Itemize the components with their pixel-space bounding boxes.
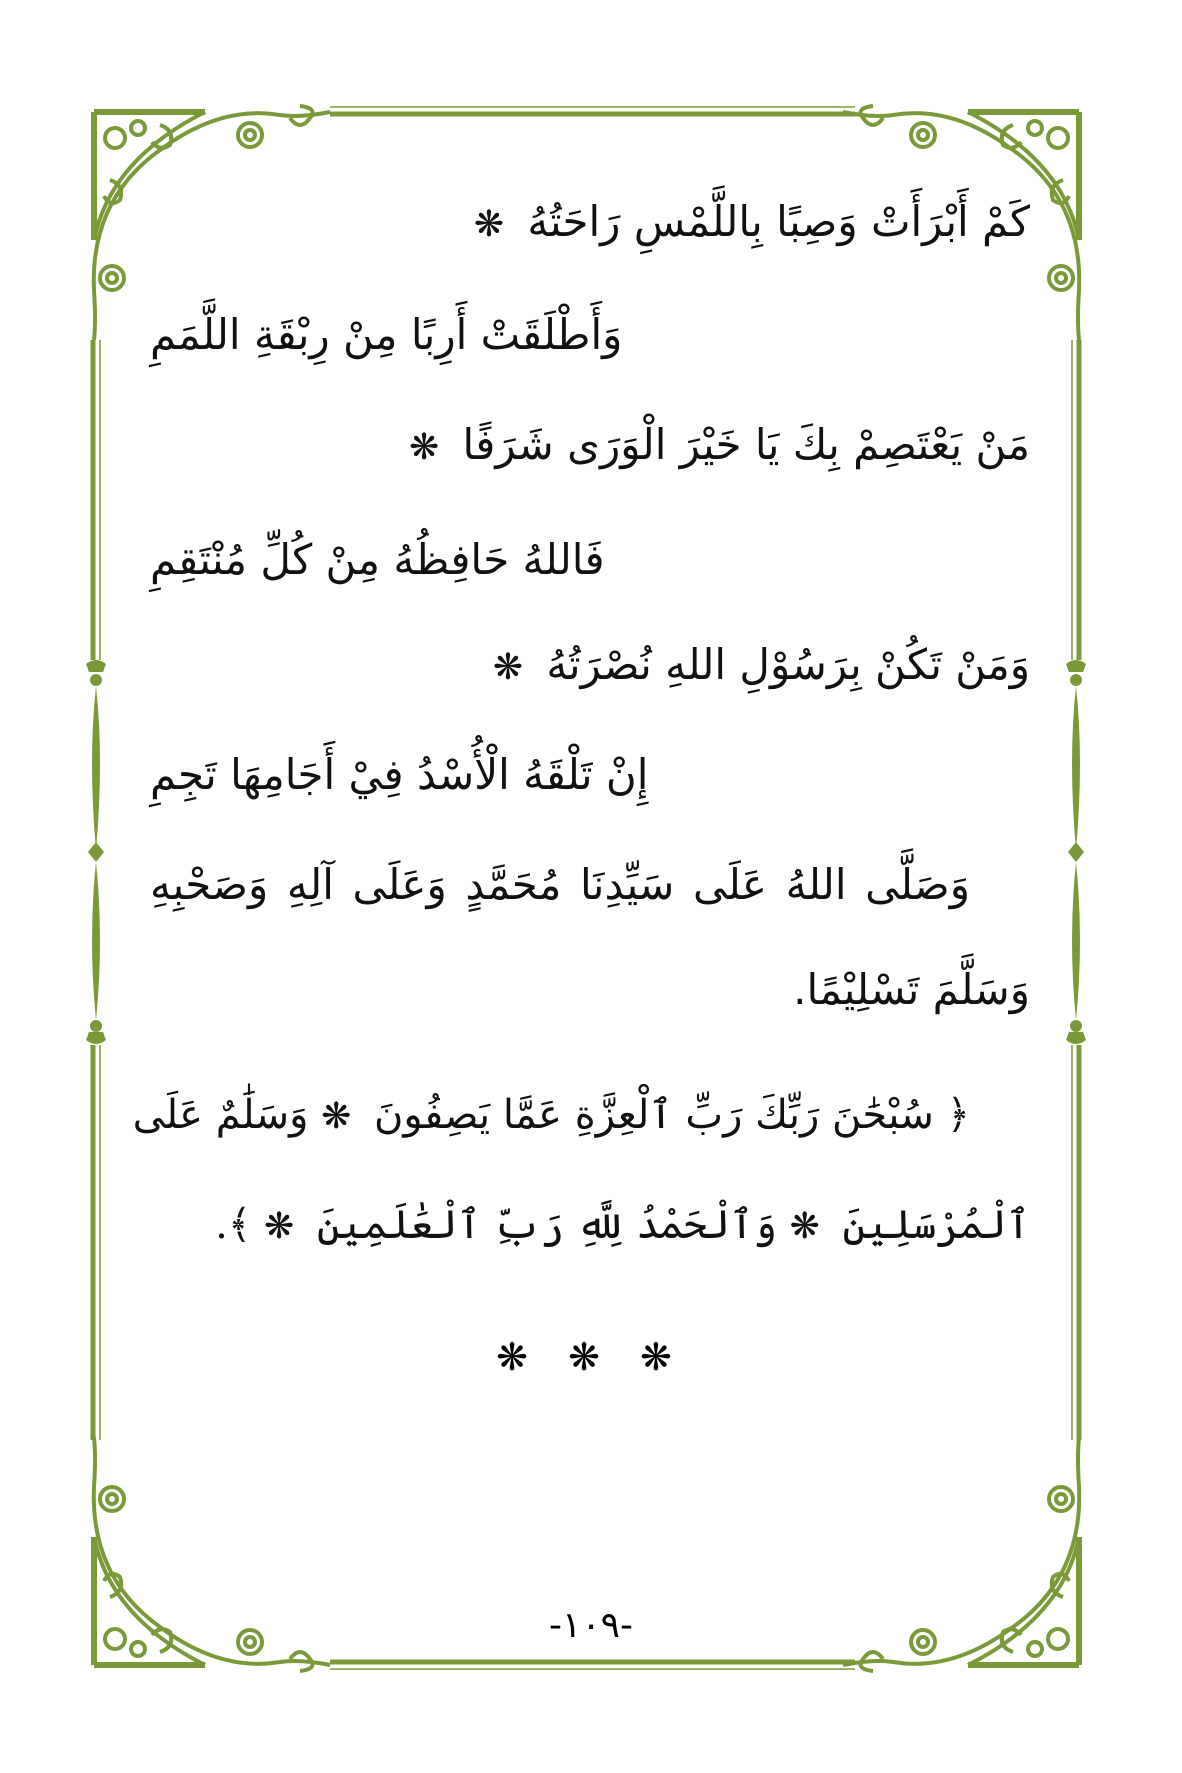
quran-verse-line-1	[132, 1085, 970, 1147]
poem-line-3	[409, 415, 1030, 478]
ornate-bracket-open-icon: ﴿	[946, 1092, 970, 1138]
quran-text: ٱلْمُرْسَلِينَ	[842, 1202, 1030, 1248]
verse-separator-icon: ❋	[473, 204, 504, 245]
closing-line-1	[150, 855, 970, 915]
poem-line-5	[493, 635, 1030, 698]
quran-verse-line-2	[215, 1195, 1030, 1257]
poem-text: فَاللهُ حَافِظُهُ مِنْ كُلِّ مُنْتَقِمِ	[150, 535, 605, 584]
verse-separator-icon: ❋	[321, 1096, 352, 1137]
section-divider-stars: ❋ ❋ ❋	[496, 1335, 686, 1379]
verse-separator-icon: ❋	[492, 647, 523, 688]
poem-text: إِنْ تَلْقَهُ الْأُسْدُ فِيْ أَجَامِهَا تَجِمِ	[150, 750, 649, 799]
left-spindle-ornament	[86, 660, 106, 1044]
poem-text: كَمْ أَبْرَأَتْ وَصِبًا بِاللَّمْسِ رَاحَتُهُ	[527, 197, 1030, 246]
quran-text: سُبْحَٰنَ رَبِّكَ رَبِّ ٱلْعِزَّةِ عَمَّا يَصِفُونَ	[374, 1092, 934, 1138]
page-number: -١٠٩-	[548, 1605, 633, 1646]
poem-line-6	[150, 745, 1030, 805]
full-stop: .	[215, 1202, 228, 1248]
quran-text: وَسَلَٰمٌ عَلَى	[132, 1092, 309, 1138]
closing-text: وَصَلَّى اللهُ عَلَى سَيِّدِنَا مُحَمَّدٍ وَعَلَى آلِهِ وَصَحْبِهِ	[150, 860, 970, 909]
closing-text: وَسَلَّمَ تَسْلِيْمًا.	[793, 965, 1030, 1014]
page-content	[132, 0, 1030, 1773]
ornate-bracket-close-icon: ﴾	[227, 1202, 252, 1248]
closing-line-2	[793, 960, 1030, 1020]
verse-separator-icon: ❋	[408, 427, 440, 468]
poem-text: وَأَطْلَقَتْ أَرِبًا مِنْ رِبْقَةِ اللَّمَمِ	[150, 310, 623, 359]
verse-separator-icon: ❋	[789, 1206, 820, 1247]
quran-text: وَٱلْحَمْدُ لِلَّهِ رَبِّ ٱلْعَٰلَمِينَ	[316, 1202, 777, 1248]
right-spindle-ornament	[1066, 660, 1086, 1044]
poem-text: وَمَنْ تَكُنْ بِرَسُوْلِ اللهِ نُصْرَتُهُ	[546, 640, 1030, 689]
poem-line-2	[150, 305, 1030, 365]
verse-separator-icon: ❋	[263, 1206, 295, 1247]
poem-text: مَنْ يَعْتَصِمْ بِكَ يَا خَيْرَ الْوَرَى شَرَفًا	[462, 420, 1030, 469]
poem-line-1	[474, 192, 1030, 255]
poem-line-4	[150, 530, 1030, 590]
